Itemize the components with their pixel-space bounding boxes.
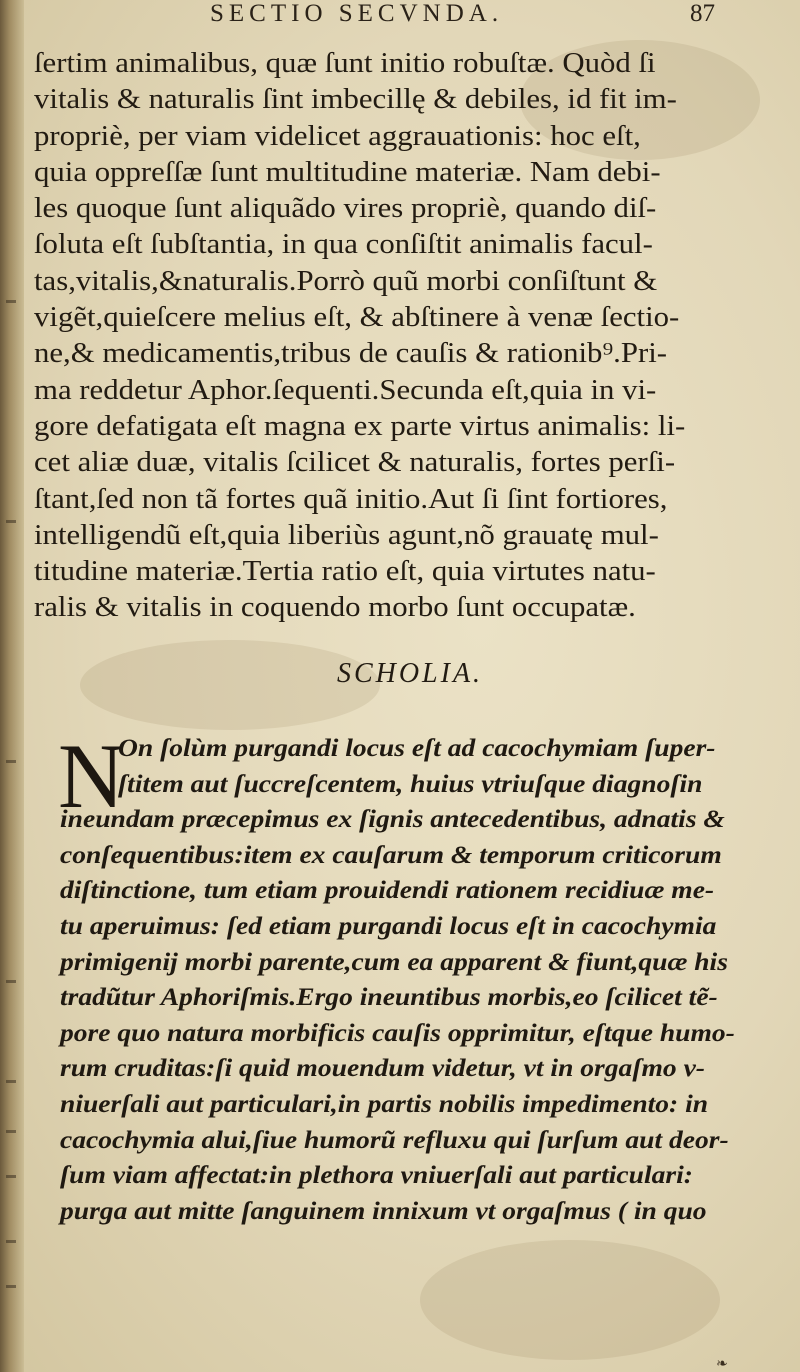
text-line: ma reddetur Aphor.ſequenti.Secunda eſt,quia in vi- [34, 374, 657, 406]
scholia-line: niuerſali aut particulari,in partis nobilis impedimento: in [60, 1088, 709, 1118]
text-line: cet aliæ duæ, vitalis ſcilicet & naturalis, fortes perſi- [34, 447, 676, 479]
scholia-line: ſum viam affectat:in plethora vniuerſali aut particulari: [60, 1160, 693, 1190]
scholia-line: diſtinctione, tum etiam prouidendi rationem recidiuæ me- [60, 875, 715, 905]
running-head: SECTIO SECVNDA. [210, 0, 504, 27]
text-line: titudine materiæ.Tertia ratio eſt, quia virtutes natu- [34, 556, 656, 588]
gutter-mark [6, 980, 16, 983]
text-line: ſoluta eſt ſubſtantia, in qua conſiſtit animalis facul- [34, 229, 653, 261]
gutter-mark [6, 1175, 16, 1178]
gutter-mark [6, 1130, 16, 1133]
text-line: ſtant,ſed non tã fortes quã initio.Aut ſi ſint fortiores, [34, 483, 668, 515]
scholia-line: tu aperuimus: ſed etiam purgandi locus eſt in cacochymia [60, 910, 717, 940]
scholia-line: On ſolùm purgandi locus eſt ad cacochymiam ſuper- [118, 733, 716, 762]
text-line: gore defatigata eſt magna ex parte virtus animalis: li- [34, 410, 686, 442]
page-number: 87 [690, 0, 715, 27]
text-line: ſertim animalibus, quæ ſunt initio robuſtæ. Quòd ſi [34, 48, 656, 79]
scholia-line: pore quo natura morbificis cauſis opprimitur, eſtque humo- [60, 1017, 735, 1047]
scholia-heading [0, 658, 800, 690]
gutter-mark [6, 520, 16, 523]
text-line: ralis & vitalis in coquendo morbo ſunt occupatæ. [34, 592, 636, 624]
scholia-line: tradũtur Aphoriſmis.Ergo ineuntibus morbis,eo ſcilicet tẽ- [60, 982, 718, 1012]
ornament-icon: ❧ [716, 1356, 728, 1372]
text-line: ne,& medicamentis,tribus de cauſis & rationib⁹.Pri- [34, 338, 668, 370]
scholia-line: purga aut mitte ſanguinem innixum vt orgaſmus ( in quo [60, 1195, 707, 1225]
scholia-line: ſtitem aut ſuccreſcentem, huius vtriuſque diagnoſin [118, 768, 703, 798]
gutter-mark [6, 1240, 16, 1243]
gutter-mark [6, 300, 16, 303]
text-line: vigẽt,quieſcere melius eſt, & abſtinere à venæ ſectio- [34, 302, 680, 334]
paper-stain [420, 1240, 720, 1360]
text-line: les quoque ſunt aliquãdo vires propriè, quando diſ- [34, 193, 657, 225]
scholia-line: primigenij morbi parente,cum ea apparent & fiunt,quæ his [60, 946, 728, 976]
text-line: propriè, per viam videlicet aggrauationis: hoc eſt, [34, 120, 641, 152]
scholia-line: cacochymia alui,ſiue humorũ refluxu qui ſurſum aut deor- [60, 1124, 729, 1154]
drop-capital: N [58, 725, 125, 827]
text-line: intelligendũ eſt,quia liberiùs agunt,nõ grauatę mul- [34, 519, 659, 551]
gutter-mark [6, 760, 16, 763]
scholia-text-block [58, 725, 760, 1228]
text-line: tas,vitalis,&naturalis.Porrò quũ morbi conſiſtunt & [34, 265, 658, 297]
main-text-block [34, 46, 746, 627]
gutter-mark [6, 1285, 16, 1288]
text-line: vitalis & naturalis ſint imbecillę & debiles, id fit im- [34, 84, 677, 116]
text-line: quia oppreſſæ ſunt multitudine materiæ. Nam debi- [34, 156, 661, 188]
scholia-line: ineundam præcepimus ex ſignis antecedentibus, adnatis & [60, 804, 725, 834]
gutter-mark [6, 1080, 16, 1083]
scholia-line: conſequentibus:item ex cauſarum & temporum criticorum [60, 839, 722, 869]
scholia-heading-text: SCHOLIA. [336, 658, 484, 689]
scholia-line: rum cruditas:ſi quid mouendum videtur, vt in orgaſmo v- [60, 1053, 705, 1083]
